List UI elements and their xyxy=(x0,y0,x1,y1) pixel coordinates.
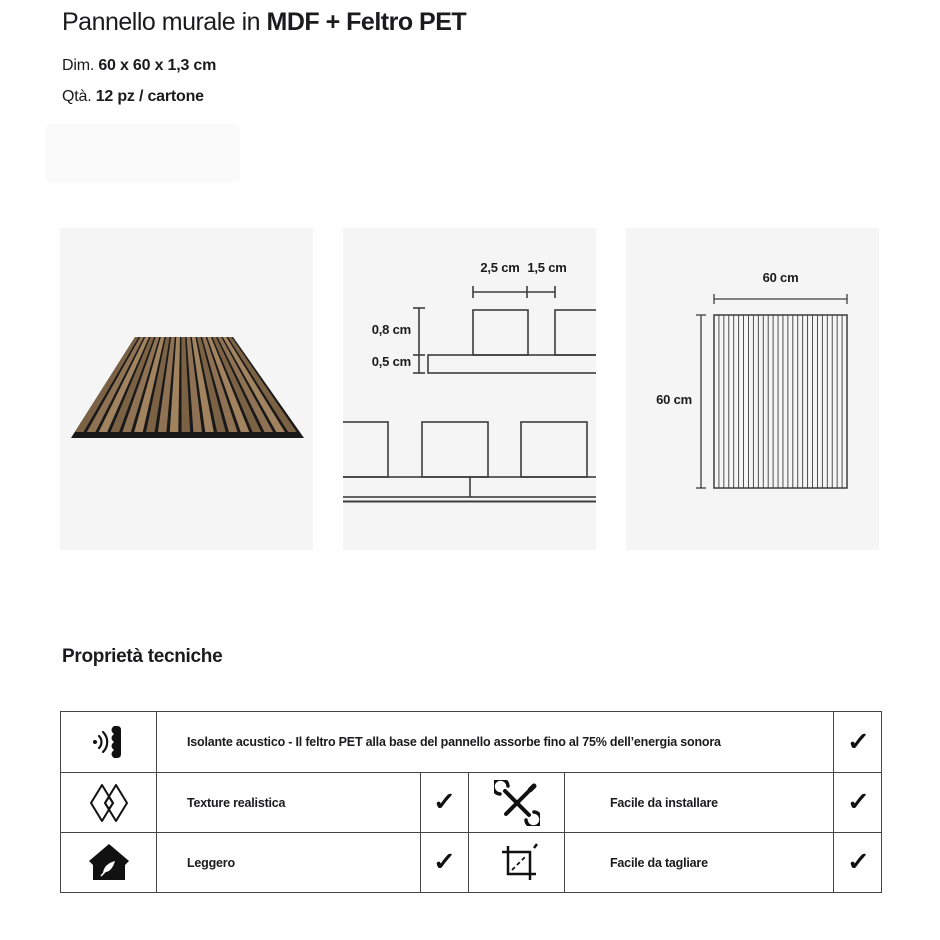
dimensions-value: 60 x 60 x 1,3 cm xyxy=(98,57,217,74)
check-icon: ✓ xyxy=(846,727,871,756)
panel-height-dimension: 60 cm xyxy=(656,392,692,407)
panel-3d-image xyxy=(60,228,313,550)
lightweight-property-text: Leggero xyxy=(156,833,420,892)
texture-property-text: Texture realistica xyxy=(156,773,420,832)
check-icon: ✓ xyxy=(432,788,457,816)
table-row-acoustic xyxy=(61,712,881,772)
figure-front-view xyxy=(626,228,879,550)
tools-icon xyxy=(494,780,540,826)
cut-icon-cell xyxy=(468,833,564,892)
table-row-light-cut xyxy=(61,832,881,892)
faded-watermark xyxy=(45,124,240,182)
acoustic-insulation-icon xyxy=(86,719,132,765)
texture-check-cell xyxy=(420,773,468,832)
quantity-line xyxy=(62,88,204,106)
check-icon: ✓ xyxy=(846,788,871,816)
quantity-value: 12 pz / cartone xyxy=(95,88,204,105)
texture-icon-cell xyxy=(61,773,156,832)
panel-width-dimension: 60 cm xyxy=(762,270,799,285)
dimensions-line xyxy=(62,57,216,75)
quantity-label: Qtà. xyxy=(62,88,96,105)
page-title xyxy=(62,8,466,37)
section-title-properties: Proprietà tecniche xyxy=(62,646,223,667)
lightweight-icon-cell xyxy=(61,833,156,892)
cut-check-cell xyxy=(833,833,883,892)
acoustic-icon-cell xyxy=(61,712,156,772)
title-regular: Pannello murale in xyxy=(62,8,267,36)
figure-cross-section xyxy=(343,228,596,550)
slat-gap-dimension: 1,5 cm xyxy=(527,260,567,275)
base-thickness-dimension: 0,5 cm xyxy=(371,354,411,369)
texture-icon xyxy=(86,780,132,826)
title-product-name: MDF + Feltro PET xyxy=(266,8,467,36)
check-icon: ✓ xyxy=(432,848,457,876)
properties-table xyxy=(60,711,882,893)
table-row-texture-install xyxy=(61,772,881,832)
lightweight-check-cell xyxy=(420,833,468,892)
slat-width-dimension: 2,5 cm xyxy=(480,260,520,275)
acoustic-check-cell xyxy=(833,712,883,772)
cross-section-drawing xyxy=(343,228,596,550)
install-property-text: Facile da installare xyxy=(564,773,833,832)
check-icon: ✓ xyxy=(846,848,871,876)
acoustic-property-text: Isolante acustico - Il feltro PET alla base del pannello assorbe fino al 75% dell’energia sonora xyxy=(156,712,833,772)
figure-panel-3d-view xyxy=(60,228,313,550)
dimensions-label: Dim. xyxy=(62,57,99,74)
lightweight-house-icon xyxy=(86,840,132,886)
slat-height-dimension: 0,8 cm xyxy=(371,322,411,337)
install-check-cell xyxy=(833,773,883,832)
cut-crop-icon xyxy=(494,840,540,886)
install-icon-cell xyxy=(468,773,564,832)
cut-property-text: Facile da tagliare xyxy=(564,833,833,892)
